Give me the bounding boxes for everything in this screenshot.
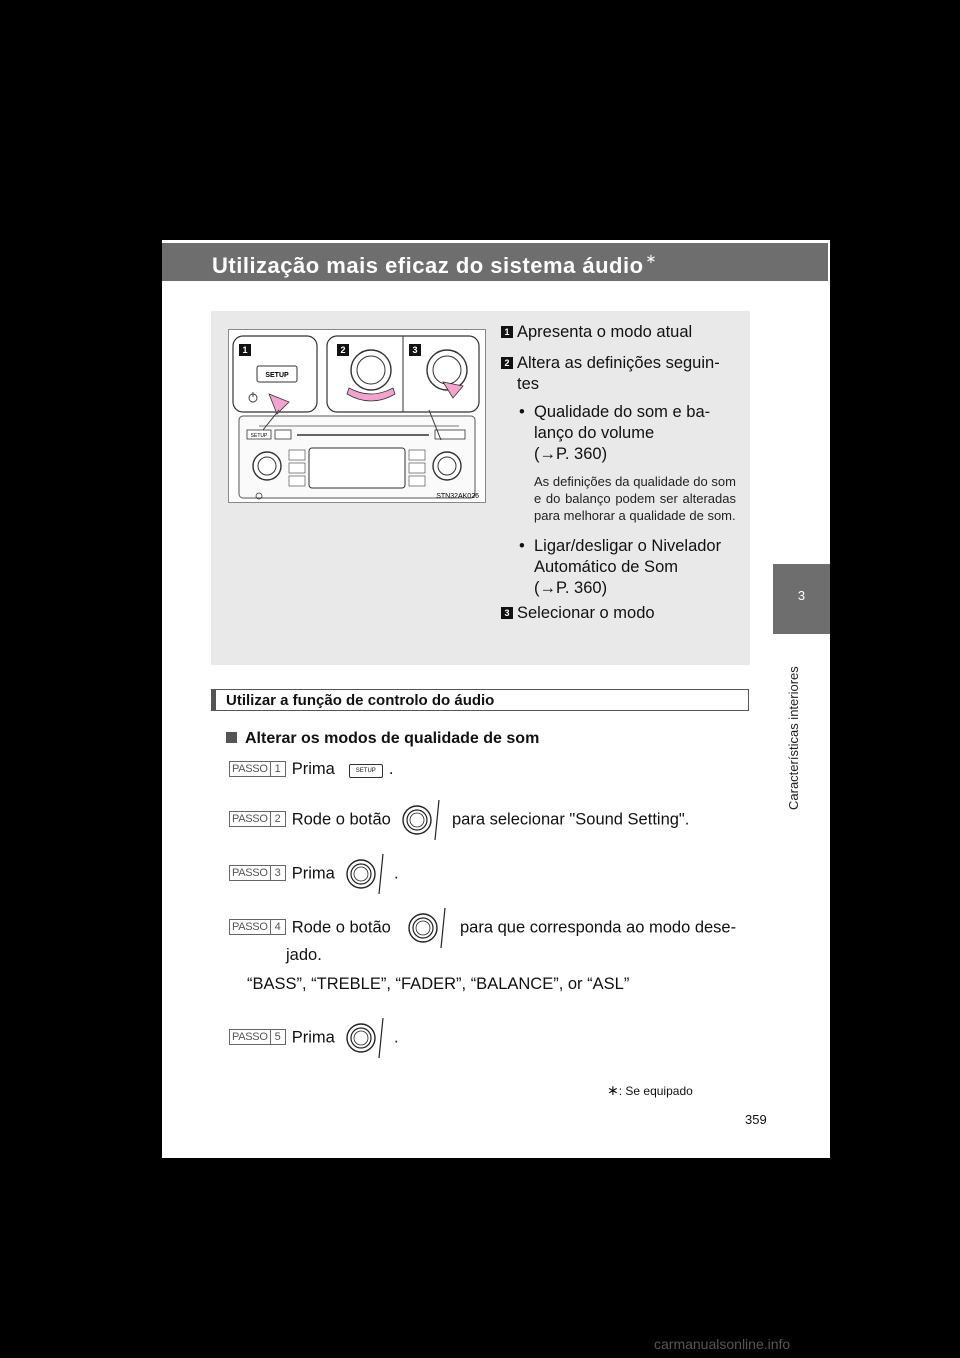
callout-1: 1 Apresenta o modo atual [501, 322, 736, 343]
knob-icon [405, 906, 449, 950]
step-4-continuation: jado. [286, 946, 322, 964]
step-2: PASSO 2 Rode o botão para selecionar "Sound Setting". [229, 798, 689, 842]
svg-text:3: 3 [412, 345, 418, 355]
step-1: PASSO 1 Prima SETUP . [229, 760, 393, 779]
footnote: ∗: Se equipado [607, 1082, 693, 1098]
page-title: Utilização mais eficaz do sistema áudio ∗ [212, 251, 657, 278]
step-tag: PASSO 1 [229, 761, 286, 777]
chapter-tab [773, 564, 830, 634]
setup-label: SETUP [265, 372, 289, 379]
bullet-asl: • Ligar/desligar o Nivelador Automático de Som (→P. 360) [501, 536, 736, 599]
step-tag: PASSO 2 [229, 811, 286, 827]
knob-icon [343, 852, 387, 896]
step-4: PASSO 4 Rode o botão para que corresponda ao modo dese- [229, 906, 736, 950]
callout-2: 2 Altera as definições seguin-tes [501, 353, 736, 395]
section-heading: Utilizar a função de controlo do áudio [211, 689, 749, 711]
callout-3: 3 Selecionar o modo [501, 603, 736, 624]
subsection-heading: Alterar os modos de qualidade de som [226, 730, 539, 748]
step-tag: PASSO 4 [229, 919, 286, 935]
figure-code: STN32AK026 [436, 493, 479, 500]
bullet-sound-quality: • Qualidade do som e ba-lanço do volume (→P. 360) [501, 402, 736, 465]
knob-icon [343, 1016, 387, 1060]
callout-list [501, 322, 736, 628]
page-number: 359 [745, 1112, 767, 1127]
svg-text:2: 2 [340, 345, 346, 355]
modes-list: “BASS”, “TREBLE”, “FADER”, “BALANCE”, or “ASL” [247, 975, 630, 993]
watermark: carmanualsonline.info [654, 1336, 791, 1352]
callout-number: 2 [501, 357, 513, 369]
knob-icon [399, 798, 443, 842]
setup-button-icon: SETUP [349, 764, 383, 778]
svg-text:1: 1 [242, 345, 248, 355]
audio-unit-illustration [228, 329, 486, 503]
step-tag: PASSO 3 [229, 865, 286, 881]
header-bar [162, 243, 828, 281]
chapter-number: 3 [797, 588, 806, 603]
note-text: As definições da qualidade do som e do balanço podem ser alteradas para melhorar a qualidade de som. [534, 474, 736, 523]
callout-number: 3 [501, 607, 513, 619]
step-5: PASSO 5 Prima . [229, 1016, 399, 1060]
step-3: PASSO 3 Prima . [229, 852, 399, 896]
callout-number: 1 [501, 326, 513, 338]
square-bullet-icon [226, 732, 237, 743]
chapter-label: Características interiores [786, 666, 801, 810]
step-tag: PASSO 5 [229, 1029, 286, 1045]
svg-text:SETUP: SETUP [250, 433, 268, 439]
